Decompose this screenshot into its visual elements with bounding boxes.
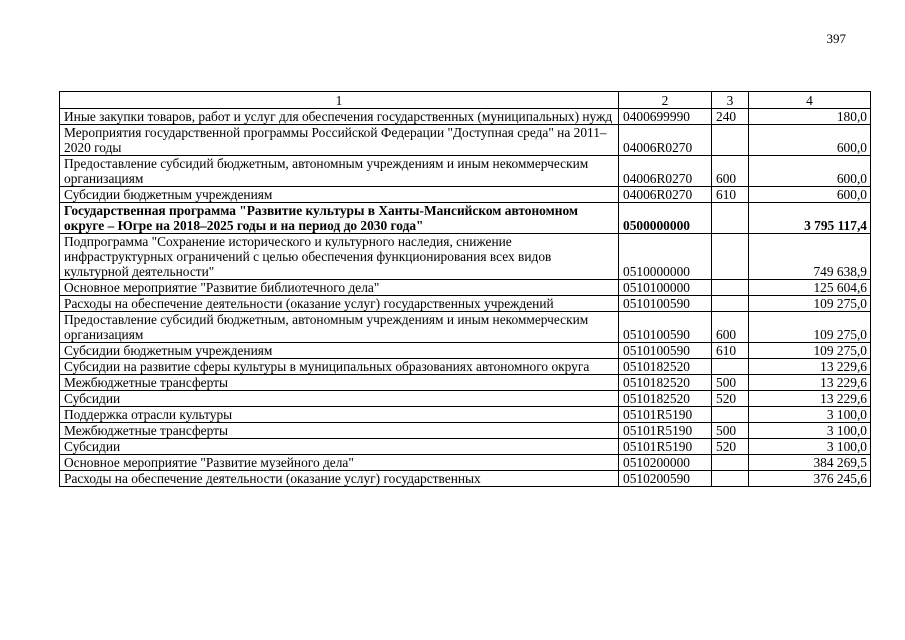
row-name-cell: Иные закупки товаров, работ и услуг для обеспечения государственных (муниципальных) нужд (60, 109, 619, 125)
row-amount-cell: 376 245,6 (749, 471, 871, 487)
row-code-cell: 05101R5190 (619, 407, 712, 423)
row-type-cell (712, 471, 749, 487)
row-amount-cell: 600,0 (749, 187, 871, 203)
row-code-cell: 05101R5190 (619, 423, 712, 439)
row-code-cell: 0510100590 (619, 296, 712, 312)
row-name-cell: Субсидии бюджетным учреждениям (60, 187, 619, 203)
row-code-cell: 04006R0270 (619, 125, 712, 156)
row-name-cell: Межбюджетные трансферты (60, 375, 619, 391)
row-type-cell (712, 455, 749, 471)
table-row (60, 234, 871, 280)
row-type-cell: 610 (712, 343, 749, 359)
row-name-cell: Предоставление субсидий бюджетным, автономным учреждениям и иным некоммерческим организациям (60, 312, 619, 343)
row-type-cell: 240 (712, 109, 749, 125)
row-amount-cell: 13 229,6 (749, 391, 871, 407)
row-name-cell: Предоставление субсидий бюджетным, автономным учреждениям и иным некоммерческим организациям (60, 156, 619, 187)
table-row (60, 156, 871, 187)
row-code-cell: 0510100590 (619, 343, 712, 359)
row-amount-cell: 384 269,5 (749, 455, 871, 471)
row-code-cell: 0510182520 (619, 375, 712, 391)
row-name-cell: Субсидии на развитие сферы культуры в муниципальных образованиях автономного округа (60, 359, 619, 375)
table-row (60, 187, 871, 203)
row-code-cell: 05101R5190 (619, 439, 712, 455)
row-amount-cell: 749 638,9 (749, 234, 871, 280)
table-row (60, 109, 871, 125)
table-row (60, 280, 871, 296)
row-name-cell: Расходы на обеспечение деятельности (оказание услуг) государственных (60, 471, 619, 487)
row-name-cell: Основное мероприятие "Развитие библиотечного дела" (60, 280, 619, 296)
row-name-cell: Межбюджетные трансферты (60, 423, 619, 439)
row-name-cell: Подпрограмма "Сохранение исторического и культурного наследия, снижение инфраструктурных ограничений с целью обеспечения функционирования всех видов культурной деятельности" (60, 234, 619, 280)
row-type-cell: 600 (712, 156, 749, 187)
row-type-cell (712, 125, 749, 156)
header-row (60, 92, 871, 109)
row-name-cell: Субсидии (60, 439, 619, 455)
row-amount-cell: 180,0 (749, 109, 871, 125)
row-name-cell: Государственная программа "Развитие культуры в Ханты-Мансийском автономном округе – Югре на 2018–2025 годы и на период до 2030 года" (60, 203, 619, 234)
header-col-4: 4 (749, 92, 871, 109)
row-code-cell: 04006R0270 (619, 187, 712, 203)
row-name-cell: Субсидии бюджетным учреждениям (60, 343, 619, 359)
row-amount-cell: 3 100,0 (749, 439, 871, 455)
row-code-cell: 0510200000 (619, 455, 712, 471)
budget-table (59, 91, 871, 487)
row-code-cell: 0510000000 (619, 234, 712, 280)
row-name-cell: Основное мероприятие "Развитие музейного дела" (60, 455, 619, 471)
row-code-cell: 0510100000 (619, 280, 712, 296)
table-row (60, 375, 871, 391)
row-type-cell: 520 (712, 439, 749, 455)
header-col-2: 2 (619, 92, 712, 109)
row-code-cell: 0400699990 (619, 109, 712, 125)
row-type-cell (712, 280, 749, 296)
table-row (60, 343, 871, 359)
row-amount-cell: 109 275,0 (749, 343, 871, 359)
row-amount-cell: 109 275,0 (749, 296, 871, 312)
row-code-cell: 0510182520 (619, 391, 712, 407)
row-type-cell: 600 (712, 312, 749, 343)
row-type-cell: 500 (712, 375, 749, 391)
table-row (60, 423, 871, 439)
row-name-cell: Субсидии (60, 391, 619, 407)
table-row (60, 203, 871, 234)
row-type-cell (712, 296, 749, 312)
table-row (60, 296, 871, 312)
row-code-cell: 04006R0270 (619, 156, 712, 187)
row-amount-cell: 109 275,0 (749, 312, 871, 343)
table-row (60, 471, 871, 487)
row-amount-cell: 600,0 (749, 125, 871, 156)
row-name-cell: Поддержка отрасли культуры (60, 407, 619, 423)
row-code-cell: 0500000000 (619, 203, 712, 234)
row-amount-cell: 125 604,6 (749, 280, 871, 296)
table-row (60, 391, 871, 407)
table-row (60, 125, 871, 156)
row-type-cell: 520 (712, 391, 749, 407)
row-amount-cell: 3 795 117,4 (749, 203, 871, 234)
header-col-3: 3 (712, 92, 749, 109)
row-type-cell: 500 (712, 423, 749, 439)
row-type-cell: 610 (712, 187, 749, 203)
row-type-cell (712, 407, 749, 423)
row-type-cell (712, 203, 749, 234)
row-type-cell (712, 234, 749, 280)
table-row (60, 312, 871, 343)
row-code-cell: 0510200590 (619, 471, 712, 487)
row-amount-cell: 13 229,6 (749, 375, 871, 391)
table-row (60, 439, 871, 455)
row-name-cell: Мероприятия государственной программы Российской Федерации "Доступная среда" на 2011–2020 годы (60, 125, 619, 156)
row-amount-cell: 13 229,6 (749, 359, 871, 375)
row-amount-cell: 600,0 (749, 156, 871, 187)
row-type-cell (712, 359, 749, 375)
page-number: 397 (826, 31, 846, 46)
row-code-cell: 0510182520 (619, 359, 712, 375)
header-col-1: 1 (60, 92, 619, 109)
row-amount-cell: 3 100,0 (749, 423, 871, 439)
row-amount-cell: 3 100,0 (749, 407, 871, 423)
row-name-cell: Расходы на обеспечение деятельности (оказание услуг) государственных учреждений (60, 296, 619, 312)
table-row (60, 359, 871, 375)
table-row (60, 407, 871, 423)
table-row (60, 455, 871, 471)
row-code-cell: 0510100590 (619, 312, 712, 343)
